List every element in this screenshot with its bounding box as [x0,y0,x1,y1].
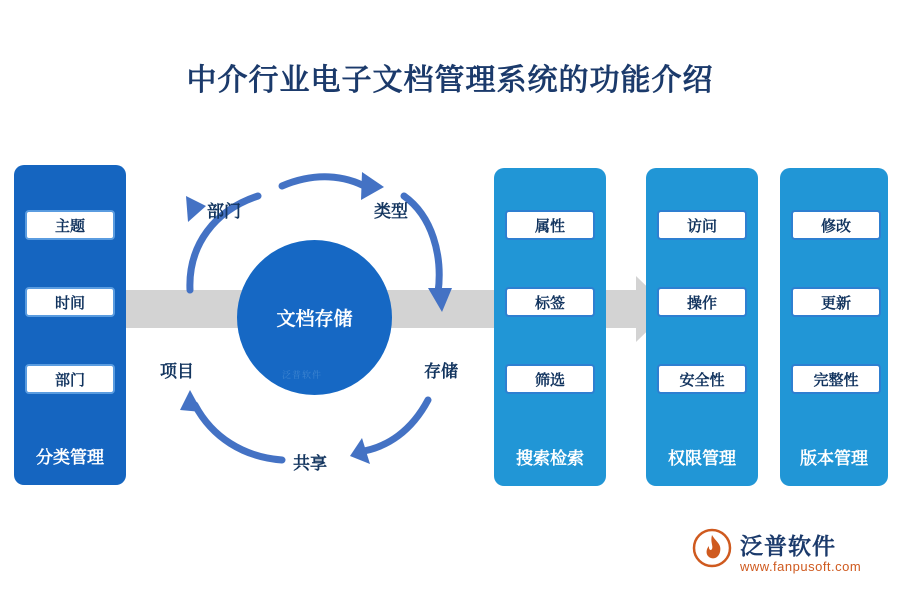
flame-icon [692,528,732,568]
chip-operation: 操作 [657,287,747,317]
chip-tag: 标签 [505,287,595,317]
panel-search[interactable] [494,168,606,486]
panel-classification[interactable] [14,165,126,485]
cycle-node-share: 共享 [293,454,327,473]
center-watermark: 泛普软件 [282,370,323,380]
chip-department: 部门 [25,364,115,394]
chip-time: 时间 [25,287,115,317]
panel-permission-title: 权限管理 [668,449,736,468]
cycle-node-project: 项目 [160,362,194,381]
cycle-node-storage: 存储 [424,362,458,381]
chip-filter: 筛选 [505,364,595,394]
arrowhead-top [361,172,384,200]
brand-logo [692,526,882,582]
panel-version-title: 版本管理 [800,449,868,468]
page-title: 中介行业电子文档管理系统的功能介绍 [186,64,714,97]
brand-name: 泛普软件 [740,533,836,559]
chip-integrity: 完整性 [791,364,881,394]
chip-attribute: 属性 [505,210,595,240]
panel-version[interactable] [780,168,888,486]
cycle-node-type: 类型 [374,202,408,221]
arrowhead-left [180,390,202,412]
chip-topic: 主题 [25,210,115,240]
arrowhead-right [428,288,452,312]
center-node-label: 文档存储 [276,309,353,330]
arrowhead-up [186,196,206,222]
panel-permission[interactable] [646,168,758,486]
chip-update: 更新 [791,287,881,317]
brand-url: www.fanpusoft.com [740,559,862,574]
cycle-node-department: 部门 [207,202,241,221]
panel-classification-title: 分类管理 [36,448,104,467]
chip-access: 访问 [657,210,747,240]
chip-security: 安全性 [657,364,747,394]
panel-search-title: 搜索检索 [516,449,584,468]
chip-modify: 修改 [791,210,881,240]
